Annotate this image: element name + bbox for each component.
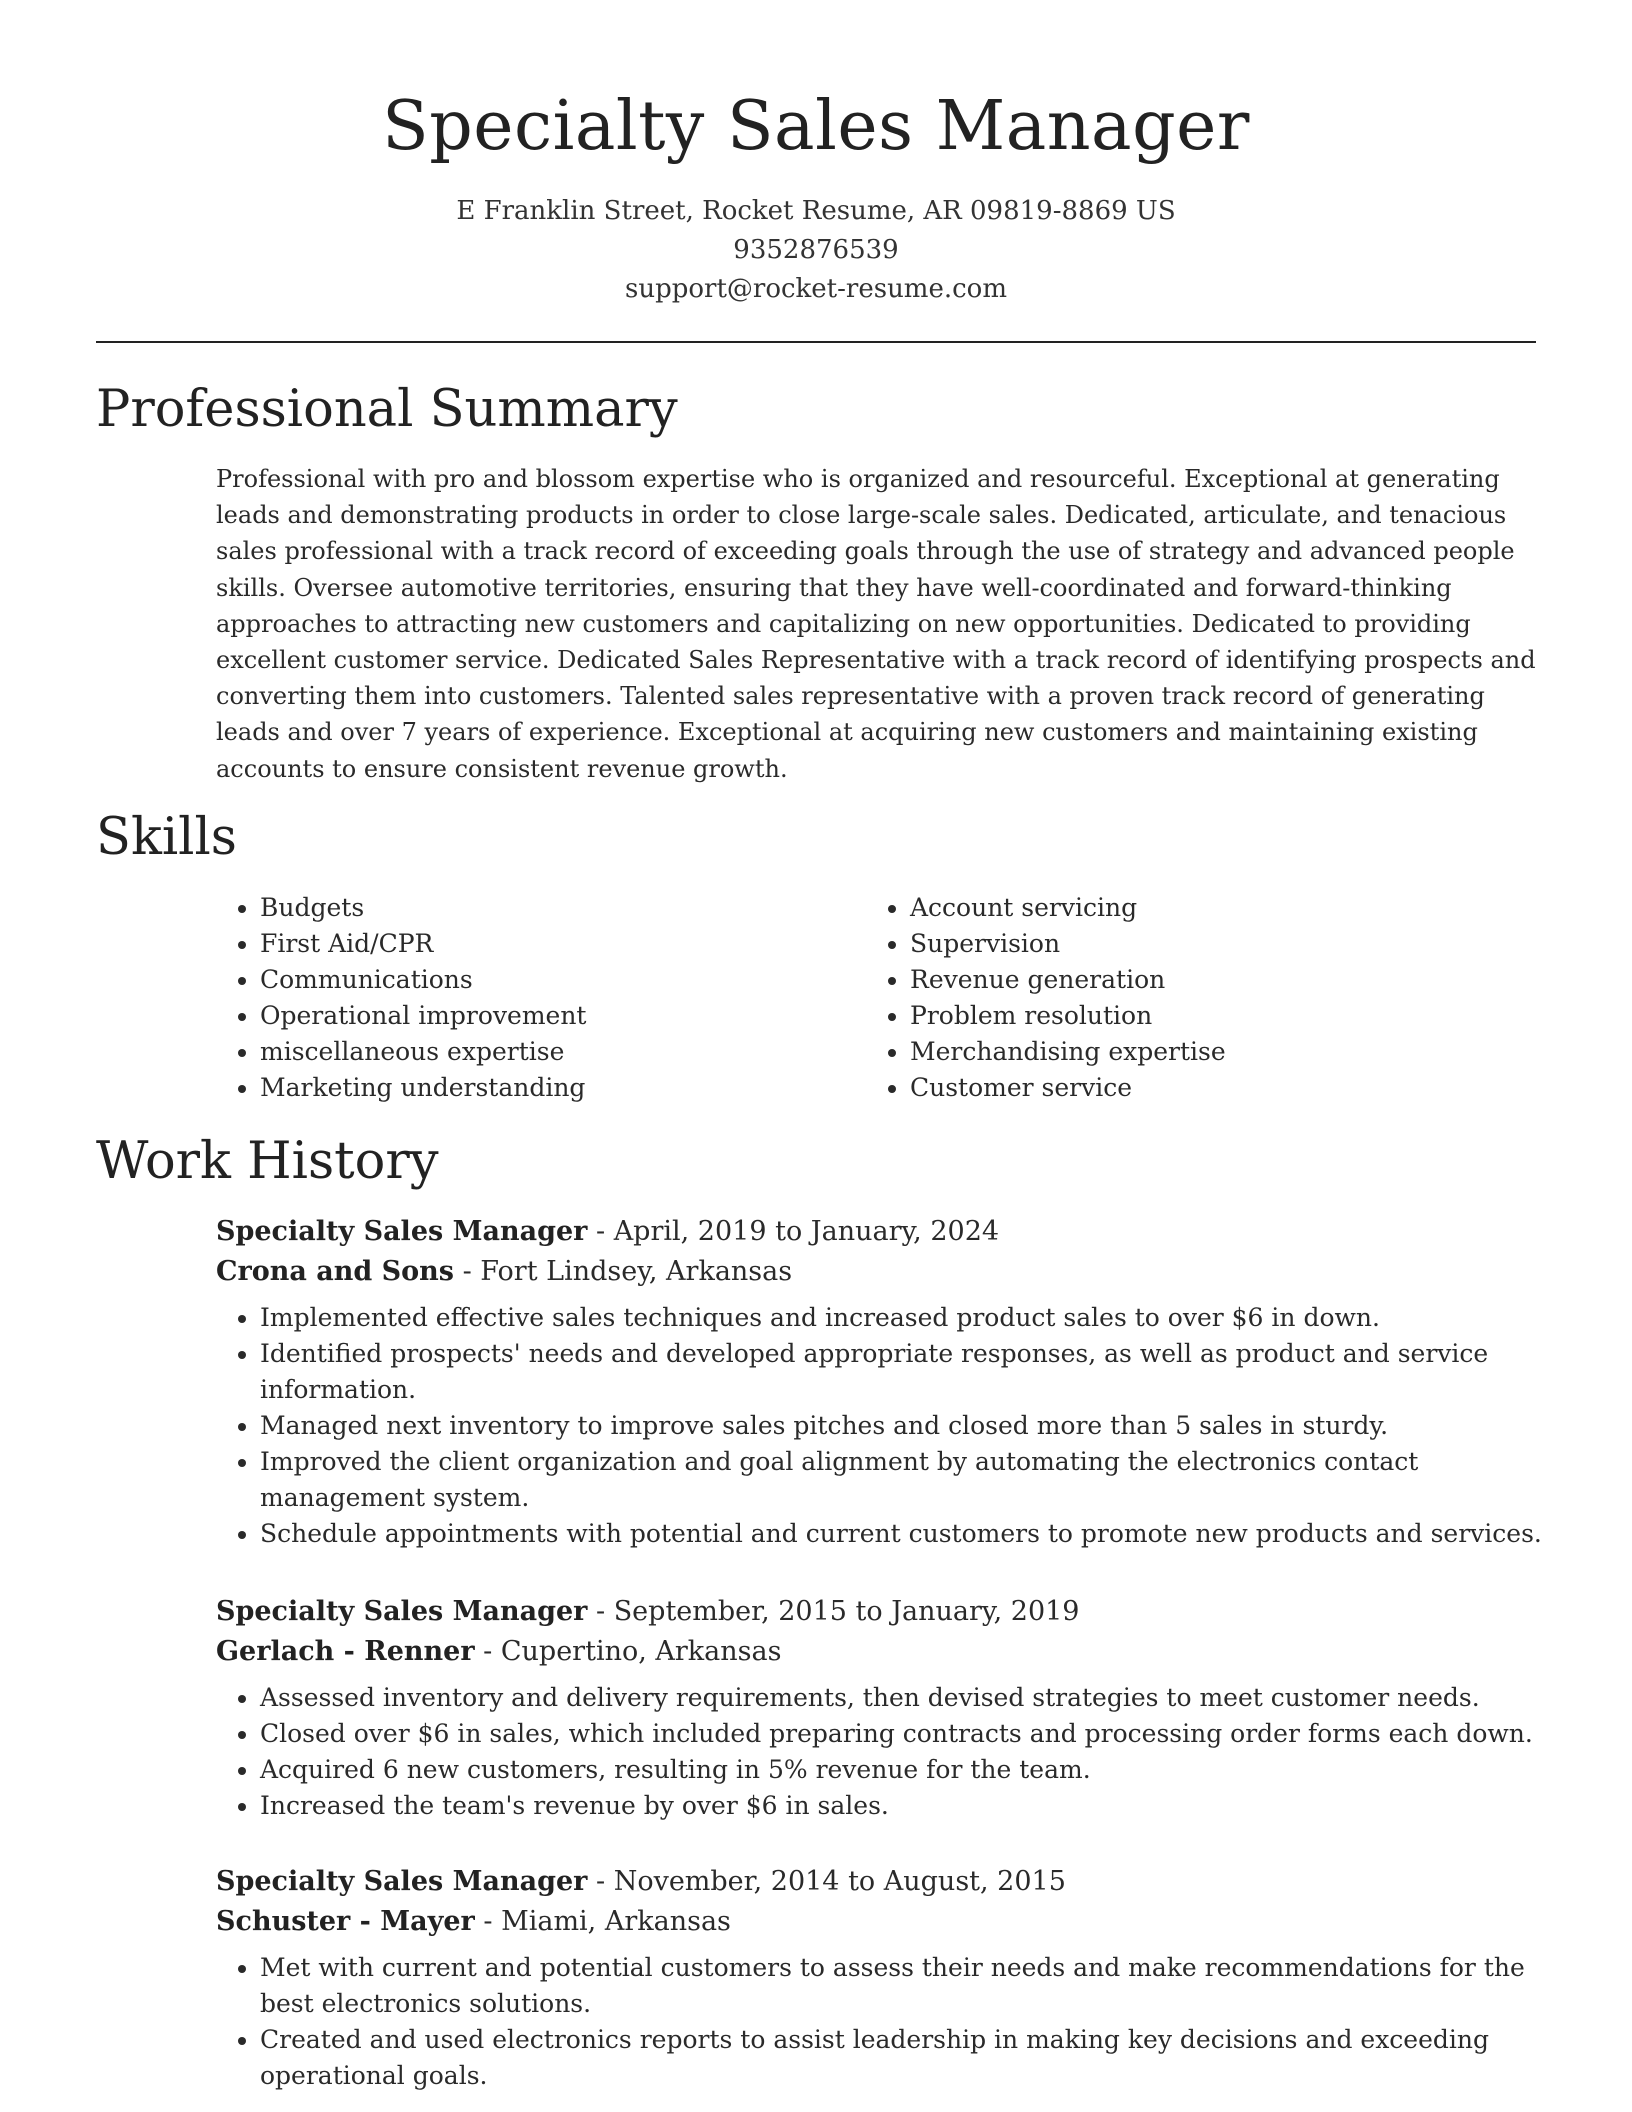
header-divider: [96, 341, 1536, 343]
skill-item: • Merchandising expertise: [910, 1034, 1466, 1070]
contact-address: E Franklin Street, Rocket Resume, AR 09819-8869 US: [456, 196, 1176, 226]
work-history-heading: Work History: [96, 1132, 439, 1191]
summary-text: Professional with pro and blossom expertise who is organized and resourceful. Exceptional at generating leads and demonstrating products in order to close large-scale sales. Dedicated, articulate, and tenacious sales professional with a track record of exceeding goals through the use of strategy and advanced people skills. Oversee automotive territories, ensuring that they have well-coordinated and forward-thinking approaches to attracting new customers and capitalizing on new opportunities. Dedicated to providing excellent customer service. Dedicated Sales Representative with a track record of identifying prospects and converting them into customers. Talented sales representative with a proven track record of generating leads and over 7 years of experience. Exceptional at acquiring new customers and maintaining existing accounts to ensure consistent revenue growth.: [216, 465, 1536, 783]
skill-item: • First Aid/CPR: [260, 926, 816, 962]
resume-header: [0, 0, 1632, 309]
job-bullet: • Closed over $6 in sales, which included preparing contracts and processing order forms each down.: [260, 1716, 1546, 1752]
job-title-line: Specialty Sales Manager - November, 2014 to August, 2015: [216, 1866, 1066, 1897]
skill-item: • Problem resolution: [910, 998, 1466, 1034]
job-bullet: • Met with current and potential customers to assess their needs and make recommendations for the best electronics solutions.: [260, 1950, 1546, 2022]
job-dates: September, 2015 to January, 2019: [613, 1596, 1080, 1627]
job-bullet: • Managed next inventory to improve sales pitches and closed more than 5 sales in sturdy.: [260, 1408, 1546, 1444]
job-location: Miami, Arkansas: [501, 1906, 731, 1937]
skill-item: • Budgets: [260, 890, 816, 926]
skill-item: • Marketing understanding: [260, 1070, 816, 1106]
contact-phone: 9352876539: [733, 235, 899, 265]
job-company-line: Gerlach - Renner - Cupertino, Arkansas: [216, 1636, 782, 1667]
job-bullets: [216, 1300, 1546, 1552]
job-dates: November, 2014 to August, 2015: [613, 1866, 1066, 1897]
job-bullets: [216, 1950, 1546, 2094]
job-bullets: [216, 1680, 1546, 1824]
skill-item: • Supervision: [910, 926, 1466, 962]
job-company: Crona and Sons: [216, 1256, 454, 1287]
job-entry: [216, 1862, 1546, 2094]
job-company: Gerlach - Renner: [216, 1636, 475, 1667]
job-title: Specialty Sales Manager: [216, 1596, 588, 1627]
job-bullet: • Identified prospects' needs and developed appropriate responses, as well as product and service information.: [260, 1336, 1546, 1408]
job-company-line: Schuster - Mayer - Miami, Arkansas: [216, 1906, 731, 1937]
job-title-line: Specialty Sales Manager - September, 2015 to January, 2019: [216, 1596, 1080, 1627]
job-bullet: • Implemented effective sales techniques and increased product sales to over $6 in down.: [260, 1300, 1546, 1336]
job-bullet: • Improved the client organization and goal alignment by automating the electronics contact management system.: [260, 1444, 1546, 1516]
skill-item: • Customer service: [910, 1070, 1466, 1106]
skills-list-right: [866, 890, 1466, 1106]
skill-item: • Revenue generation: [910, 962, 1466, 998]
job-bullet: • Created and used electronics reports to assist leadership in making key decisions and exceeding operational goals.: [260, 2022, 1546, 2094]
job-bullet: • Acquired 6 new customers, resulting in 5% revenue for the team.: [260, 1752, 1546, 1788]
skills-heading: Skills: [96, 808, 237, 867]
skill-item: • miscellaneous expertise: [260, 1034, 816, 1070]
job-bullet: • Schedule appointments with potential and current customers to promote new products and services.: [260, 1516, 1546, 1552]
job-title-line: Specialty Sales Manager - April, 2019 to January, 2024: [216, 1216, 1000, 1247]
job-company: Schuster - Mayer: [216, 1906, 475, 1937]
summary-heading: Professional Summary: [96, 380, 678, 439]
job-title: Specialty Sales Manager: [216, 1216, 588, 1247]
contact-email: support@rocket-resume.com: [624, 274, 1007, 304]
job-entry: [216, 1592, 1546, 1824]
skills-column-left: [216, 890, 816, 1106]
job-location: Cupertino, Arkansas: [500, 1636, 782, 1667]
job-company-line: Crona and Sons - Fort Lindsey, Arkansas: [216, 1256, 793, 1287]
skill-item: • Communications: [260, 962, 816, 998]
contact-info: [0, 192, 1632, 309]
candidate-name: Specialty Sales Manager: [382, 87, 1250, 166]
job-bullet: • Assessed inventory and delivery requirements, then devised strategies to meet customer needs.: [260, 1680, 1546, 1716]
skills-column-right: [866, 890, 1466, 1106]
job-dates: April, 2019 to January, 2024: [613, 1216, 1000, 1247]
job-bullet: • Increased the team's revenue by over $6 in sales.: [260, 1788, 1546, 1824]
job-location: Fort Lindsey, Arkansas: [480, 1256, 793, 1287]
job-entry: [216, 1212, 1546, 1552]
job-title: Specialty Sales Manager: [216, 1866, 588, 1897]
skill-item: • Account servicing: [910, 890, 1466, 926]
skill-item: • Operational improvement: [260, 998, 816, 1034]
skills-list-left: [216, 890, 816, 1106]
